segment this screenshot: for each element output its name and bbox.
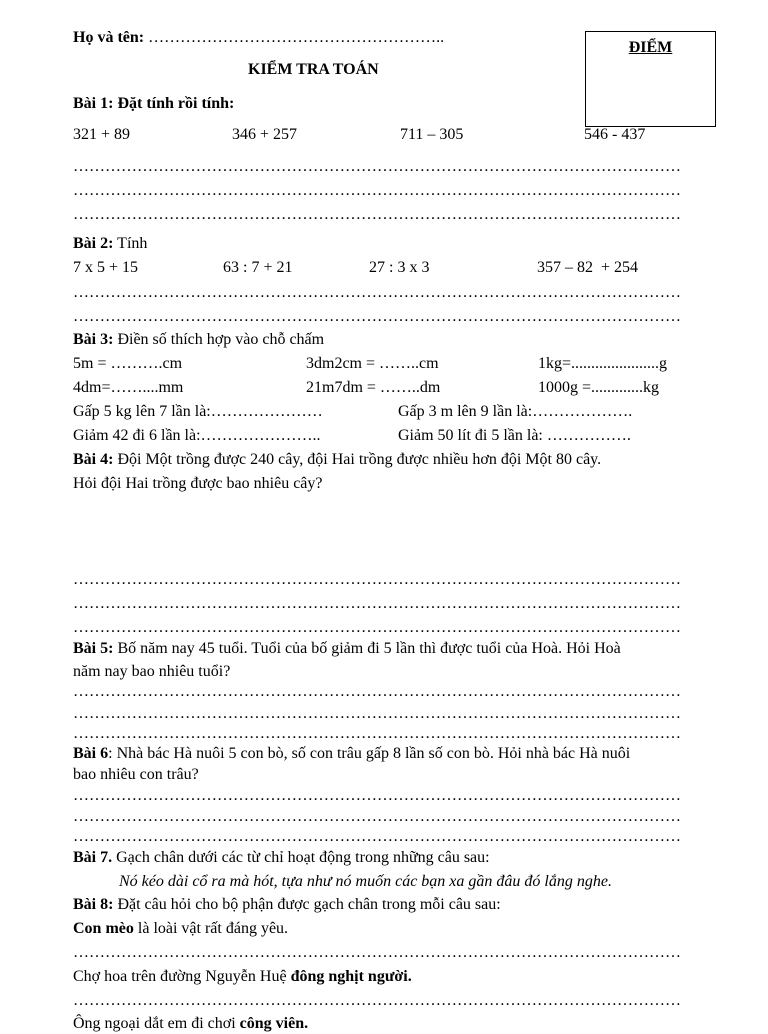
- answer-line: ……………………………………………………………………………………………………: [73, 284, 681, 301]
- bai3-item: 1000g =.............kg: [538, 379, 660, 396]
- bai4-line: [73, 450, 601, 470]
- bai5-label: Bài 5:: [73, 640, 114, 657]
- bai8-sentence-text: Chợ hoa trên đường Nguyễn Huệ: [73, 968, 291, 985]
- answer-line: ……………………………………………………………………………………………………: [73, 571, 681, 588]
- answer-line: ……………………………………………………………………………………………………: [73, 787, 681, 804]
- bai3-item: 21m7dm = ……..dm: [306, 379, 441, 396]
- bai3-item: Gấp 5 kg lên 7 lần là:…………………: [73, 403, 323, 420]
- bai7-line: [73, 848, 490, 868]
- bai3-item: Giảm 42 đi 6 lần là:…………………..: [73, 427, 321, 444]
- bai4-text: Đội Một trồng được 240 cây, đội Hai trồng được nhiều hơn đội Một 80 cây.: [117, 451, 602, 468]
- bai7-sentence: Nó kéo dài cổ ra mà hót, tựa như nó muốn các bạn xa gần đâu đó lắng nghe.: [119, 873, 612, 890]
- bai6-text: : Nhà bác Hà nuôi 5 con bò, số con trâu gấp 8 lần số con bò. Hỏi nhà bác Hà nuôi: [108, 745, 631, 762]
- answer-line: ……………………………………………………………………………………………………: [73, 182, 681, 199]
- answer-line: ……………………………………………………………………………………………………: [73, 595, 681, 612]
- bai8-text: Đặt câu hỏi cho bộ phận được gạch chân trong mỗi câu sau:: [117, 896, 501, 913]
- bai3-item: 3dm2cm = ……..cm: [306, 355, 439, 372]
- bai3-label: Bài 3:: [73, 331, 114, 348]
- bai1-problem: 346 + 257: [232, 126, 298, 143]
- score-label: ĐIỂM: [628, 39, 673, 56]
- bai6-label: Bài 6: [73, 745, 109, 762]
- bai8-line: [73, 895, 501, 915]
- bai1-problem: 546 - 437: [584, 126, 646, 143]
- answer-line: ……………………………………………………………………………………………………: [73, 808, 681, 825]
- bai4-label: Bài 4:: [73, 451, 114, 468]
- bai7-text: Gạch chân dưới các từ chỉ hoạt động trong những câu sau:: [116, 849, 490, 866]
- bai1-text: Đặt tính rồi tính:: [117, 95, 235, 112]
- bai6-line: [73, 744, 630, 764]
- bai2-problem: 7 x 5 + 15: [73, 259, 139, 276]
- answer-line: ……………………………………………………………………………………………………: [73, 725, 681, 742]
- bai3-text: Điền số thích hợp vào chỗ chấm: [117, 331, 325, 348]
- bai2-problem: 63 : 7 + 21: [223, 259, 293, 276]
- bai6-line: bao nhiêu con trâu?: [73, 766, 199, 783]
- bai1-label: Bài 1:: [73, 95, 114, 112]
- score-box: [585, 31, 716, 127]
- bai2-problem: 27 : 3 x 3: [369, 259, 430, 276]
- page-title: KIỂM TRA TOÁN: [248, 61, 379, 78]
- name-line: [73, 28, 444, 48]
- name-label: Họ và tên:: [73, 29, 145, 46]
- answer-line: ……………………………………………………………………………………………………: [73, 206, 681, 223]
- bai3-item: 1kg=......................g: [538, 355, 668, 372]
- bai8-sentence-text: Ông ngoại dắt em đi chơi: [73, 1015, 240, 1032]
- bai5-line: [73, 639, 621, 659]
- answer-line: ……………………………………………………………………………………………………: [73, 308, 681, 325]
- answer-line: ……………………………………………………………………………………………………: [73, 619, 681, 636]
- answer-line: ……………………………………………………………………………………………………: [73, 158, 681, 175]
- bai3-item: 4dm=……....mm: [73, 379, 184, 396]
- bai1-problem: 711 – 305: [400, 126, 464, 143]
- answer-line: ……………………………………………………………………………………………………: [73, 683, 681, 700]
- bai1-heading: [73, 94, 234, 114]
- bai5-text: Bố năm nay 45 tuổi. Tuổi của bố giảm đi 5 lần thì được tuổi của Hoà. Hỏi Hoà: [117, 640, 621, 657]
- bai8-underlined-part: đông nghịt người.: [290, 968, 412, 985]
- bai5-line: năm nay bao nhiêu tuổi?: [73, 663, 231, 680]
- bai3-item: 5m = ……….cm: [73, 355, 183, 372]
- answer-line: ……………………………………………………………………………………………………: [73, 992, 681, 1009]
- bai8-underlined-part: công viên.: [239, 1015, 309, 1032]
- bai2-label: Bài 2:: [73, 235, 114, 252]
- bai4-line: Hỏi đội Hai trồng được bao nhiêu cây?: [73, 475, 323, 492]
- bai8-underlined-part: Con mèo: [73, 920, 134, 937]
- bai8-sentence: [73, 919, 288, 939]
- bai2-problem: 357 – 82 + 254: [537, 259, 639, 276]
- bai8-sentence: [73, 967, 412, 987]
- bai2-heading: [73, 234, 147, 254]
- name-dots: ………………………………………………..: [148, 29, 445, 46]
- answer-line: ……………………………………………………………………………………………………: [73, 944, 681, 961]
- bai8-sentence: [73, 1014, 308, 1034]
- bai8-label: Bài 8:: [73, 896, 114, 913]
- bai3-heading: [73, 330, 324, 350]
- bai8-sentence-text: là loài vật rất đáng yêu.: [133, 920, 289, 937]
- bai3-item: Giảm 50 lít đi 5 lần là: …………….: [398, 427, 631, 444]
- bai2-text: Tính: [117, 235, 148, 252]
- answer-line: ……………………………………………………………………………………………………: [73, 705, 681, 722]
- answer-line: ……………………………………………………………………………………………………: [73, 828, 681, 845]
- bai3-item: Gấp 3 m lên 9 lần là:……………….: [398, 403, 633, 420]
- bai7-label: Bài 7.: [73, 849, 113, 866]
- bai1-problem: 321 + 89: [73, 126, 131, 143]
